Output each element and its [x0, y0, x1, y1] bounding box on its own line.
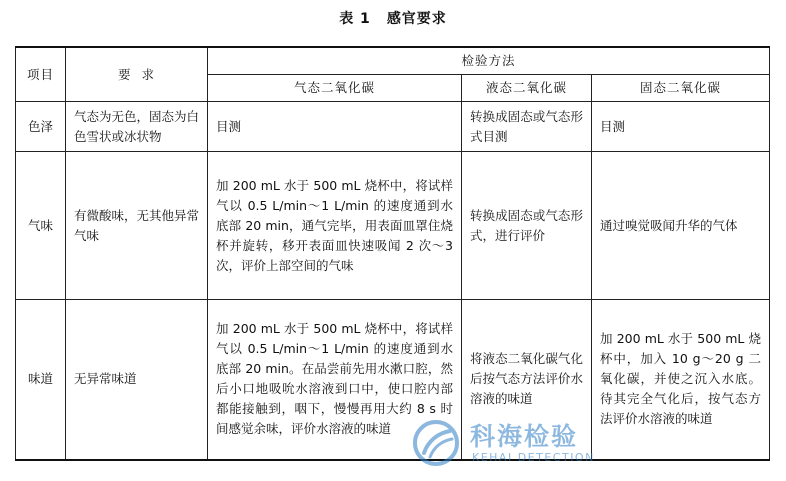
cell-solid-method: 通过嗅觉吸闻升华的气体 — [592, 152, 770, 300]
cell-solid-method: 目测 — [592, 102, 770, 152]
cell-liquid-method: 转换成固态或气态形式目测 — [462, 102, 592, 152]
sensory-requirements-table — [15, 46, 770, 461]
table-row-taste — [16, 300, 770, 460]
table-number: 表 1 — [339, 11, 371, 27]
cell-gas-method: 加 200 mL 水于 500 mL 烧杯中，将试样气以 0.5 L/min～1 L/min 的速度通到水底部 20 min，通气完毕，用表面皿罩住烧杯并旋转，移开表面皿快速吸闻 2 次～3 次，评价上部空间的气味 — [208, 152, 462, 300]
header-row-top — [16, 47, 770, 75]
table-row-odor — [16, 152, 770, 300]
table-row-color — [16, 102, 770, 152]
watermark-name: 科海检验 — [470, 422, 579, 451]
table-caption: 感官要求 — [386, 11, 447, 27]
header-method: 检验方法 — [208, 47, 770, 75]
cell-item: 气味 — [16, 152, 66, 300]
cell-item: 色泽 — [16, 102, 66, 152]
cell-solid-method: 加 200 mL 水于 500 mL 烧杯中，加入 10 g～20 g 二氧化碳，并使之沉入水底。待其完全气化后，按气态方法评价水溶液的味道 — [592, 300, 770, 460]
cell-item: 味道 — [16, 300, 66, 460]
header-requirement: 要 求 — [66, 47, 208, 102]
cell-liquid-method: 转换成固态或气态形式，进行评价 — [462, 152, 592, 300]
header-gas: 气态二氧化碳 — [208, 75, 462, 102]
watermark-subtitle: KEHAI DETECTION — [472, 451, 595, 464]
cell-requirement: 无异常味道 — [66, 300, 208, 460]
cell-requirement: 气态为无色，固态为白色雪状或冰状物 — [66, 102, 208, 152]
cell-liquid-method: 将液态二氧化碳气化后按气态方法评价水溶液的味道 — [462, 300, 592, 460]
cell-gas-method: 目测 — [208, 102, 462, 152]
header-liquid: 液态二氧化碳 — [462, 75, 592, 102]
header-item: 项目 — [16, 47, 66, 102]
cell-gas-method: 加 200 mL 水于 500 mL 烧杯中，将试样气以 0.5 L/min～1 L/min 的速度通到水底部 20 min。在品尝前先用水漱口腔，然后小口地吸吮水溶液到口中，使口腔内部都能接触到，咽下，慢慢再用大约 8 s 时间感觉余味，评价水溶液的味道 — [208, 300, 462, 460]
cell-requirement: 有微酸味，无其他异常气味 — [66, 152, 208, 300]
table-title — [0, 8, 786, 28]
header-solid: 固态二氧化碳 — [592, 75, 770, 102]
